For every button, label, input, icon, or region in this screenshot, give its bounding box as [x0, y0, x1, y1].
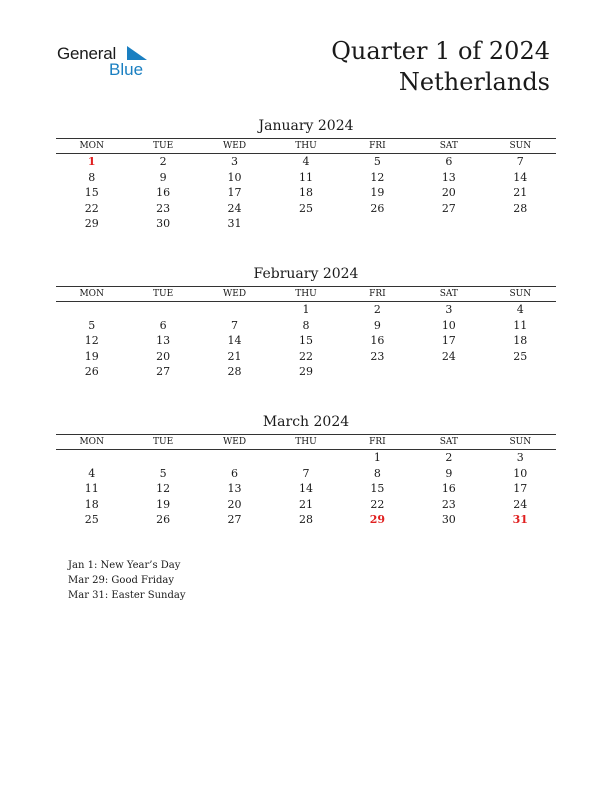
weekday-header: SUN — [485, 287, 556, 302]
day-cell: 28 — [298, 513, 313, 527]
day-cell: 8 — [373, 466, 381, 480]
weekday-header-row — [56, 139, 556, 154]
weekday-header: FRI — [342, 139, 413, 154]
week-row — [56, 333, 556, 349]
week-row — [56, 364, 556, 380]
weekday-header: FRI — [342, 287, 413, 302]
day-cell: 23 — [441, 497, 456, 511]
day-cell: 16 — [156, 186, 171, 200]
empty-day-cell — [199, 302, 270, 318]
weekday-header: THU — [270, 435, 341, 450]
weekday-header: WED — [199, 139, 270, 154]
day-cell: 2 — [373, 303, 381, 316]
holiday-day-cell: 1 — [87, 155, 96, 168]
week-row — [56, 216, 556, 232]
day-cell: 23 — [156, 201, 171, 215]
weekday-header: MON — [56, 435, 127, 450]
day-cell: 17 — [227, 186, 242, 200]
day-cell: 5 — [88, 318, 96, 332]
empty-day-cell — [342, 364, 413, 380]
day-cell: 6 — [231, 466, 239, 480]
week-row — [56, 170, 556, 186]
week-row — [56, 450, 556, 466]
day-cell: 7 — [516, 155, 524, 168]
empty-day-cell — [56, 450, 127, 466]
day-cell: 16 — [441, 482, 456, 496]
weekday-header: FRI — [342, 435, 413, 450]
holiday-item: Mar 29: Good Friday — [68, 575, 174, 586]
day-cell: 4 — [88, 466, 96, 480]
day-cell: 25 — [298, 201, 313, 215]
month-february — [56, 264, 556, 380]
weekday-header: MON — [56, 287, 127, 302]
day-cell: 18 — [298, 186, 313, 200]
weekday-header: SAT — [413, 287, 484, 302]
day-cell: 5 — [373, 155, 381, 168]
day-cell: 21 — [227, 349, 242, 363]
day-cell: 8 — [302, 318, 310, 332]
day-cell: 30 — [156, 217, 171, 231]
day-cell: 16 — [370, 334, 385, 348]
day-cell: 24 — [441, 349, 456, 363]
day-cell: 21 — [298, 497, 313, 511]
week-row — [56, 512, 556, 528]
day-cell: 4 — [516, 303, 524, 316]
day-cell: 17 — [441, 334, 456, 348]
day-cell: 19 — [84, 349, 99, 363]
day-cell: 26 — [370, 201, 385, 215]
day-cell: 26 — [84, 365, 99, 379]
day-cell: 9 — [445, 466, 453, 480]
day-cell: 8 — [88, 170, 96, 184]
day-cell: 13 — [441, 170, 456, 184]
weekday-header: SUN — [485, 139, 556, 154]
week-row — [56, 318, 556, 334]
day-cell: 27 — [227, 513, 242, 527]
day-cell: 5 — [159, 466, 167, 480]
day-cell: 20 — [156, 349, 171, 363]
day-cell: 12 — [84, 334, 99, 348]
day-cell: 14 — [227, 334, 242, 348]
week-row — [56, 481, 556, 497]
day-cell: 27 — [441, 201, 456, 215]
logo-text-blue: Blue — [109, 60, 144, 79]
day-cell: 26 — [156, 513, 171, 527]
weekday-header: WED — [199, 435, 270, 450]
empty-day-cell — [199, 450, 270, 466]
day-cell: 15 — [370, 482, 385, 496]
page-header — [331, 36, 550, 98]
day-cell: 11 — [513, 318, 528, 332]
day-cell: 1 — [373, 451, 381, 464]
page-subtitle: Netherlands — [398, 68, 550, 96]
empty-day-cell — [270, 450, 341, 466]
empty-day-cell — [485, 216, 556, 232]
week-row — [56, 349, 556, 365]
day-cell: 9 — [373, 318, 381, 332]
day-cell: 18 — [84, 497, 99, 511]
month-january — [56, 116, 556, 232]
weekday-header: THU — [270, 139, 341, 154]
week-row — [56, 201, 556, 217]
day-cell: 6 — [159, 318, 167, 332]
day-cell: 13 — [156, 334, 171, 348]
day-cell: 4 — [302, 155, 310, 168]
day-cell: 31 — [227, 217, 242, 231]
day-cell: 12 — [370, 170, 385, 184]
generalblue-logo — [57, 44, 157, 84]
day-cell: 3 — [516, 451, 524, 464]
empty-day-cell — [270, 216, 341, 232]
month-title: March 2024 — [262, 414, 350, 430]
weekday-header: SAT — [413, 139, 484, 154]
day-cell: 14 — [298, 482, 313, 496]
holiday-item: Mar 31: Easter Sunday — [68, 590, 186, 601]
month-march — [56, 412, 556, 528]
holiday-day-cell: 29 — [369, 513, 386, 527]
day-cell: 22 — [370, 497, 385, 511]
weekday-header: MON — [56, 139, 127, 154]
week-row — [56, 154, 556, 170]
week-row — [56, 466, 556, 482]
day-cell: 2 — [159, 155, 167, 168]
empty-day-cell — [127, 450, 198, 466]
weekday-header: TUE — [127, 435, 198, 450]
day-cell: 14 — [513, 170, 528, 184]
day-cell: 27 — [156, 365, 171, 379]
day-cell: 7 — [231, 318, 239, 332]
empty-day-cell — [413, 216, 484, 232]
day-cell: 23 — [370, 349, 385, 363]
day-cell: 11 — [84, 482, 99, 496]
weekday-header: THU — [270, 287, 341, 302]
day-cell: 29 — [298, 365, 313, 379]
empty-day-cell — [56, 302, 127, 318]
weekday-header: SUN — [485, 435, 556, 450]
day-cell: 20 — [227, 497, 242, 511]
weekday-header-row — [56, 287, 556, 302]
day-cell: 30 — [441, 513, 456, 527]
day-cell: 21 — [513, 186, 528, 200]
empty-day-cell — [413, 364, 484, 380]
calendar-grid — [56, 286, 556, 380]
day-cell: 19 — [370, 186, 385, 200]
week-row — [56, 302, 556, 318]
empty-day-cell — [485, 364, 556, 380]
day-cell: 13 — [227, 482, 242, 496]
day-cell: 7 — [302, 466, 310, 480]
day-cell: 3 — [445, 303, 453, 316]
day-cell: 29 — [84, 217, 99, 231]
weekday-header: TUE — [127, 139, 198, 154]
holiday-list — [68, 558, 185, 603]
day-cell: 25 — [84, 513, 99, 527]
empty-day-cell — [127, 302, 198, 318]
day-cell: 24 — [227, 201, 242, 215]
day-cell: 6 — [445, 155, 453, 168]
holiday-item: Jan 1: New Year’s Day — [68, 560, 181, 571]
weekday-header: TUE — [127, 287, 198, 302]
day-cell: 24 — [513, 497, 528, 511]
calendar-grid — [56, 434, 556, 528]
day-cell: 10 — [441, 318, 456, 332]
empty-day-cell — [342, 216, 413, 232]
day-cell: 22 — [298, 349, 313, 363]
page-title: Quarter 1 of 2024 — [331, 37, 550, 65]
day-cell: 28 — [513, 201, 528, 215]
day-cell: 10 — [513, 466, 528, 480]
day-cell: 12 — [156, 482, 171, 496]
day-cell: 1 — [302, 303, 310, 316]
holiday-day-cell: 31 — [512, 513, 528, 527]
weekday-header-row — [56, 435, 556, 450]
logo-text-general: General — [57, 44, 117, 63]
day-cell: 20 — [441, 186, 456, 200]
day-cell: 2 — [445, 451, 453, 464]
day-cell: 15 — [298, 334, 313, 348]
week-row — [56, 185, 556, 201]
weekday-header: SAT — [413, 435, 484, 450]
day-cell: 28 — [227, 365, 242, 379]
day-cell: 22 — [84, 201, 99, 215]
day-cell: 25 — [513, 349, 528, 363]
weekday-header: WED — [199, 287, 270, 302]
calendar-grid — [56, 138, 556, 232]
month-title: February 2024 — [253, 266, 359, 282]
day-cell: 11 — [298, 170, 313, 184]
day-cell: 18 — [513, 334, 528, 348]
month-title: January 2024 — [258, 118, 354, 134]
day-cell: 15 — [84, 186, 99, 200]
day-cell: 19 — [156, 497, 171, 511]
day-cell: 9 — [159, 170, 167, 184]
day-cell: 17 — [513, 482, 528, 496]
week-row — [56, 497, 556, 513]
day-cell: 3 — [231, 155, 239, 168]
day-cell: 10 — [227, 170, 242, 184]
